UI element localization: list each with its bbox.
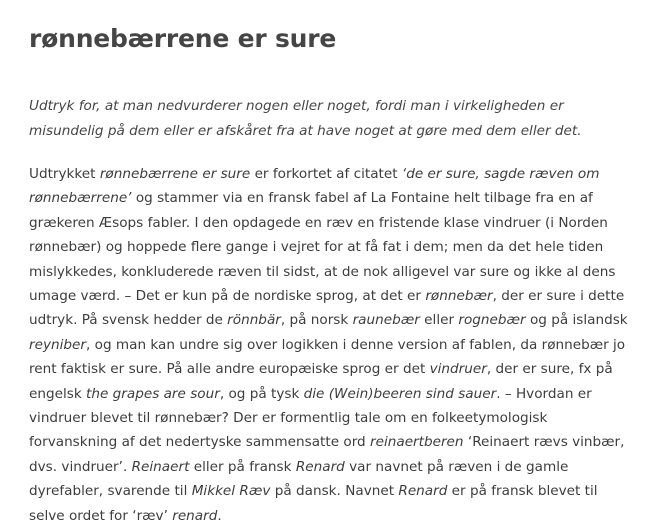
body-italic-phrase: ‘de er sure, sagde ræven om rønnebærrene’	[29, 166, 600, 207]
body-italic-phrase: reyniber	[29, 336, 86, 353]
body-text-segment: . – Hvordan er vindruer blevet til rønnebær? Der er formentlig tale om en folkeetymologisk forvanskning af det nedertyske sammensatte ord	[29, 385, 592, 451]
body-text-segment: er forkortet af citatet	[250, 166, 402, 182]
body-text-segment: på dansk. Navnet	[270, 483, 399, 500]
article-body	[29, 162, 637, 528]
body-italic-phrase: vindruer	[429, 361, 487, 378]
article-title: rønnebærrene er sure	[29, 24, 337, 53]
body-text-segment: , og man kan undre sig over logikken i denne version af fablen, da rønnebær jo rent faktisk er sure. På alle andre europæiske sprog er det	[29, 336, 626, 378]
body-text-segment: og på islandsk	[525, 312, 628, 329]
body-text-segment: , på norsk	[280, 312, 353, 329]
body-italic-phrase: the grapes are sour	[86, 385, 220, 402]
body-text-segment: , og på tysk	[219, 385, 304, 402]
body-text-segment: var navnet på ræven i de gamle dyrefabler, svarende til	[29, 458, 569, 500]
body-italic-phrase: rønnebærrene er sure	[99, 166, 251, 182]
body-text-segment: og stammer via en fransk fabel af La Fontaine helt tilbage fra en af grækeren Æsops fabler. I den opdagede en ræv en fristende klase vindruer (i Norden rønnebær) og hoppede flere gange i vejret for at få fat i dem; men da det hele tiden mislykkedes, konkluderede ræven til sidst, at de nok alligevel var sure og ikke al dens umage værd. – Det er kun på de nordiske sprog, at det er	[29, 190, 616, 305]
body-italic-phrase: rønnebær	[425, 288, 493, 305]
body-italic-phrase: Renard	[398, 483, 448, 500]
body-text-segment: .	[217, 507, 222, 524]
body-text-segment: , der er sure i dette udtryk. På svensk hedder de	[29, 288, 625, 329]
body-text-segment: , der er sure, fx på engelsk	[29, 361, 613, 402]
body-italic-phrase: reinaertberen	[370, 434, 464, 451]
body-text-segment: Udtrykket	[29, 166, 100, 182]
body-text-segment: ‘Reinaert rævs vinbær, dvs. vindruer’.	[29, 434, 625, 475]
body-italic-phrase: raunebær	[352, 312, 420, 329]
body-italic-phrase: renard	[172, 507, 218, 524]
body-italic-phrase: rönnbär	[227, 312, 281, 329]
body-italic-phrase: rognebær	[458, 312, 526, 329]
body-text-segment: eller	[419, 312, 459, 329]
body-italic-phrase: Mikkel Ræv	[191, 483, 271, 500]
body-italic-phrase: Reinaert	[131, 458, 190, 475]
body-italic-phrase: die (Wein)beeren sind sauer	[303, 385, 497, 402]
body-text-segment: eller på fransk	[189, 458, 296, 475]
article-lead: Udtryk for, at man nedvurderer nogen eller noget, fordi man i virkeligheden er misundelig på dem eller er afskåret fra at have noget at gøre med dem eller det.	[29, 98, 582, 139]
body-italic-phrase: Renard	[295, 458, 345, 475]
body-text-segment: er på fransk blevet til selve ordet for ‘ræv’	[29, 483, 598, 524]
